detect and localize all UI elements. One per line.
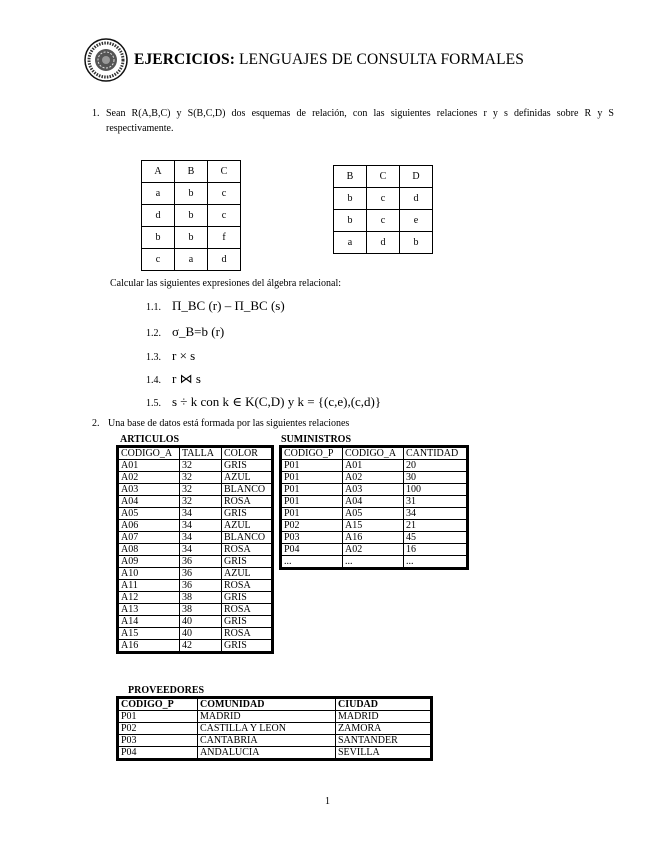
table-cell: d: [142, 205, 175, 227]
table-cell: GRIS: [222, 592, 272, 604]
table-row: [119, 640, 272, 652]
table-cell: P02: [119, 723, 198, 735]
table-row: [119, 544, 272, 556]
table-header-row: [119, 699, 431, 711]
table-cell: P01: [282, 508, 343, 520]
table-cell: B: [334, 166, 367, 188]
table-row: [282, 544, 467, 556]
table-cell: B: [175, 161, 208, 183]
table-cell: A01: [343, 460, 404, 472]
table-row: [282, 460, 467, 472]
expression-1-3: 1.3. r × s: [146, 348, 196, 363]
table-cell: GRIS: [222, 460, 272, 472]
table-row: [119, 592, 272, 604]
table-row: [282, 472, 467, 484]
table-cell: ROSA: [222, 628, 272, 640]
table-cell: AZUL: [222, 472, 272, 484]
question-text: Una base de datos está formada por las siguientes relaciones: [108, 418, 350, 429]
table-cell: b: [175, 227, 208, 249]
table-cell: A03: [343, 484, 404, 496]
table-cell: ZAMORA: [336, 723, 431, 735]
table-cell: CANTIDAD: [404, 448, 467, 460]
table-cell: 32: [180, 496, 222, 508]
table-cell: SANTANDER: [336, 735, 431, 747]
table-cell: d: [208, 249, 241, 271]
table-cell: 36: [180, 580, 222, 592]
table-cell: CASTILLA Y LEON: [198, 723, 336, 735]
table-cell: GRIS: [222, 616, 272, 628]
table-cell: 34: [180, 508, 222, 520]
table-row: [282, 520, 467, 532]
proveedores-table: [118, 698, 431, 759]
table-cell: 38: [180, 592, 222, 604]
table-cell: 21: [404, 520, 467, 532]
table-cell: d: [367, 232, 400, 254]
table-cell: 45: [404, 532, 467, 544]
table-row: [119, 711, 431, 723]
expression-1-2: 1.2. σ_B=b (r): [146, 324, 225, 339]
table-cell: A01: [119, 460, 180, 472]
table-cell: c: [142, 249, 175, 271]
table-row: [119, 496, 272, 508]
table-cell: GRIS: [222, 640, 272, 652]
suministros-caption: SUMINISTROS: [281, 434, 352, 445]
table-cell: A11: [119, 580, 180, 592]
proveedores-caption: PROVEEDORES: [128, 685, 205, 696]
table-cell: A05: [119, 508, 180, 520]
table-cell: ...: [404, 556, 467, 568]
table-row: [282, 484, 467, 496]
table-cell: ROSA: [222, 544, 272, 556]
table-cell: 34: [180, 544, 222, 556]
page-number: 1: [325, 796, 330, 807]
table-cell: CANTABRIA: [198, 735, 336, 747]
table-cell: b: [400, 232, 433, 254]
table-cell: A15: [119, 628, 180, 640]
table-cell: P01: [119, 711, 198, 723]
table-cell: 38: [180, 604, 222, 616]
table-cell: CODIGO_P: [282, 448, 343, 460]
table-cell: A10: [119, 568, 180, 580]
table-cell: c: [208, 183, 241, 205]
table-row: [119, 472, 272, 484]
table-row: [142, 249, 241, 271]
table-cell: P01: [282, 484, 343, 496]
table-cell: A03: [119, 484, 180, 496]
table-cell: A06: [119, 520, 180, 532]
table-cell: A14: [119, 616, 180, 628]
table-cell: a: [334, 232, 367, 254]
table-cell: ROSA: [222, 604, 272, 616]
table-cell: d: [400, 188, 433, 210]
question-text: Sean R(A,B,C) y S(B,C,D) dos esquemas de relación, con las siguientes relaciones r y s definidas sobre R y S respectivamente.: [106, 108, 614, 134]
table-cell: A02: [343, 472, 404, 484]
table-row: [282, 496, 467, 508]
table-header-row: [142, 161, 241, 183]
table-row: [282, 508, 467, 520]
table-cell: A12: [119, 592, 180, 604]
table-cell: 34: [180, 520, 222, 532]
table-row: [119, 723, 431, 735]
table-cell: ...: [282, 556, 343, 568]
table-cell: c: [367, 210, 400, 232]
expression-1-1: 1.1. Π_BC (r) – Π_BC (s): [146, 298, 285, 313]
relation-r-table: [141, 160, 241, 271]
table-row: [119, 735, 431, 747]
table-row: [142, 227, 241, 249]
table-row: [142, 183, 241, 205]
table-cell: A16: [119, 640, 180, 652]
table-row: [119, 580, 272, 592]
table-cell: COLOR: [222, 448, 272, 460]
table-cell: A16: [343, 532, 404, 544]
table-row: [119, 532, 272, 544]
table-row: [119, 628, 272, 640]
table-cell: 16: [404, 544, 467, 556]
table-cell: 32: [180, 472, 222, 484]
document-header: [84, 40, 524, 80]
table-cell: CIUDAD: [336, 699, 431, 711]
table-cell: b: [334, 210, 367, 232]
table-cell: P04: [119, 747, 198, 759]
table-cell: 34: [180, 532, 222, 544]
university-seal-icon: [84, 38, 128, 82]
table-row: [119, 460, 272, 472]
table-row: [119, 568, 272, 580]
table-row: [334, 210, 433, 232]
table-cell: GRIS: [222, 556, 272, 568]
table-cell: CODIGO_A: [343, 448, 404, 460]
table-row: [282, 532, 467, 544]
question-2: [92, 416, 349, 431]
table-cell: SEVILLA: [336, 747, 431, 759]
table-cell: 100: [404, 484, 467, 496]
table-cell: A02: [119, 472, 180, 484]
table-row: [119, 616, 272, 628]
table-cell: TALLA: [180, 448, 222, 460]
table-cell: P02: [282, 520, 343, 532]
table-cell: A09: [119, 556, 180, 568]
table-cell: P03: [282, 532, 343, 544]
table-cell: e: [400, 210, 433, 232]
table-cell: 32: [180, 460, 222, 472]
table-cell: A08: [119, 544, 180, 556]
table-cell: A15: [343, 520, 404, 532]
table-cell: A05: [343, 508, 404, 520]
page-title: EJERCICIOS: LENGUAJES DE CONSULTA FORMALES: [134, 51, 524, 68]
expression-1-4: 1.4. r ⋈ s: [146, 371, 201, 386]
table-row: [142, 205, 241, 227]
table-cell: A04: [119, 496, 180, 508]
table-cell: b: [175, 183, 208, 205]
table-row: [119, 508, 272, 520]
suministros-table: [281, 447, 467, 568]
table-cell: P01: [282, 496, 343, 508]
table-cell: P03: [119, 735, 198, 747]
question-number: 1.: [92, 108, 100, 119]
table-row: [119, 556, 272, 568]
question-1: [92, 106, 614, 136]
table-cell: b: [142, 227, 175, 249]
table-cell: P04: [282, 544, 343, 556]
table-header-row: [119, 448, 272, 460]
table-cell: a: [175, 249, 208, 271]
table-cell: ROSA: [222, 580, 272, 592]
table-cell: COMUNIDAD: [198, 699, 336, 711]
table-cell: ...: [343, 556, 404, 568]
calc-intro: Calcular las siguientes expresiones del álgebra relacional:: [110, 278, 342, 289]
table-cell: GRIS: [222, 508, 272, 520]
articulos-table: [118, 447, 272, 652]
table-header-row: [282, 448, 467, 460]
table-row: [119, 747, 431, 759]
table-cell: c: [367, 188, 400, 210]
table-cell: ANDALUCIA: [198, 747, 336, 759]
table-row: [119, 604, 272, 616]
table-cell: P01: [282, 460, 343, 472]
table-cell: f: [208, 227, 241, 249]
table-cell: A04: [343, 496, 404, 508]
table-cell: a: [142, 183, 175, 205]
table-cell: b: [334, 188, 367, 210]
table-cell: 36: [180, 556, 222, 568]
table-cell: BLANCO: [222, 484, 272, 496]
table-cell: 36: [180, 568, 222, 580]
table-cell: CODIGO_P: [119, 699, 198, 711]
table-cell: 32: [180, 484, 222, 496]
table-cell: 42: [180, 640, 222, 652]
table-row: [334, 232, 433, 254]
table-cell: 40: [180, 616, 222, 628]
relation-s-table: [333, 165, 433, 254]
question-number: 2.: [92, 418, 100, 429]
table-cell: P01: [282, 472, 343, 484]
table-cell: 34: [404, 508, 467, 520]
table-row: [119, 484, 272, 496]
table-row: [119, 520, 272, 532]
table-cell: MADRID: [198, 711, 336, 723]
table-row: [282, 556, 467, 568]
table-cell: C: [208, 161, 241, 183]
articulos-caption: ARTICULOS: [120, 434, 180, 445]
table-header-row: [334, 166, 433, 188]
table-row: [334, 188, 433, 210]
table-cell: C: [367, 166, 400, 188]
table-cell: c: [208, 205, 241, 227]
table-cell: CODIGO_A: [119, 448, 180, 460]
table-cell: A: [142, 161, 175, 183]
table-cell: 30: [404, 472, 467, 484]
expression-1-5: 1.5. s ÷ k con k ∈ K(C,D) y k = {(c,e),(c,d)}: [146, 394, 382, 409]
table-cell: 40: [180, 628, 222, 640]
table-cell: ROSA: [222, 496, 272, 508]
table-cell: 31: [404, 496, 467, 508]
table-cell: AZUL: [222, 568, 272, 580]
table-cell: A02: [343, 544, 404, 556]
table-cell: A13: [119, 604, 180, 616]
table-cell: b: [175, 205, 208, 227]
table-cell: 20: [404, 460, 467, 472]
table-cell: AZUL: [222, 520, 272, 532]
table-cell: BLANCO: [222, 532, 272, 544]
table-cell: A07: [119, 532, 180, 544]
table-cell: D: [400, 166, 433, 188]
table-cell: MADRID: [336, 711, 431, 723]
